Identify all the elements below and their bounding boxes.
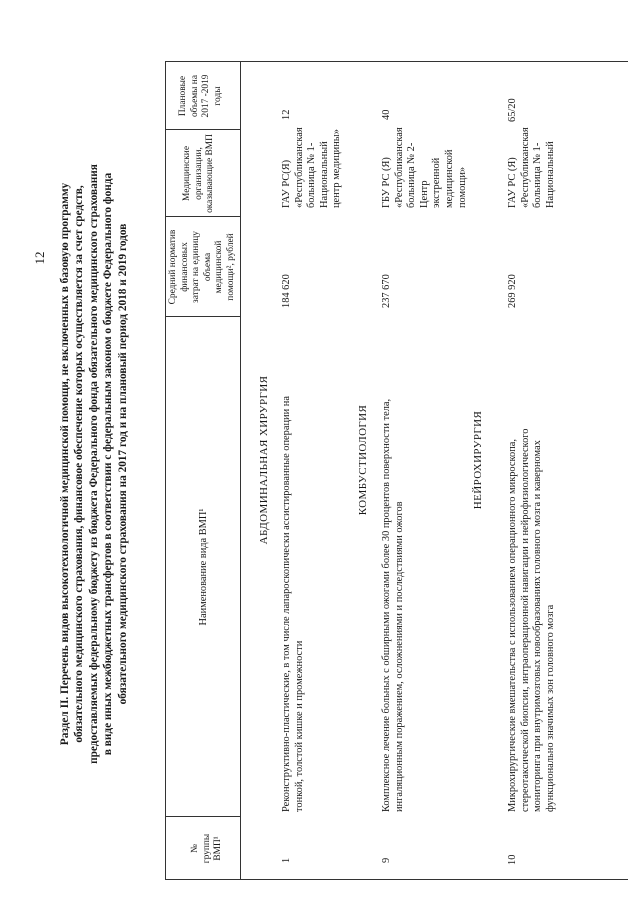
table-border xyxy=(165,62,166,880)
row-cost: 269 920 xyxy=(507,274,518,308)
title-line: предоставляемых федеральному бюджету из бюджета Федерального фонда обязательного медицинского страхования xyxy=(87,164,100,764)
header-vmp-name: Наименование вида ВМП¹ xyxy=(198,508,209,626)
row-organization: ГАУ РС(Я) «Республиканская больница № 1- Национальный центр медицины» xyxy=(281,127,343,208)
table-border xyxy=(165,879,628,880)
title-line: обязательного медицинского страхования, финансовое обеспечение которых осуществляется за счет средств, xyxy=(73,185,86,743)
row-planned-volume: 65/20 xyxy=(507,98,518,122)
table-border xyxy=(165,61,628,62)
table-border xyxy=(240,62,241,880)
section-title xyxy=(58,53,130,875)
row-cost: 184 620 xyxy=(281,274,292,308)
header-cost-standard: Средний норматив финансовых затрат на единицу объема медицинской помощи², рублей xyxy=(168,229,236,305)
section-heading: КОМБУСТИОЛОГИЯ xyxy=(357,404,369,516)
section-heading: НЕЙРОХИРУРГИЯ xyxy=(472,410,484,510)
header-planned-volumes: Плановые объемы на 2017 -2019 годы xyxy=(178,74,223,118)
title-line: в виде иных межбюджетных трансфертов в соответствии с федеральным законом о бюджете Федерального фонда xyxy=(102,172,115,756)
row-group-number: 10 xyxy=(507,854,518,865)
header-group-no: № группы ВМП¹ xyxy=(190,833,223,864)
row-organization: ГАУ РС (Я) «Республиканская больница № 1- Национальный xyxy=(507,127,556,208)
title-line: Раздел II. Перечень видов высокотехнологичной медицинской помощи, не включенных в базовую программу xyxy=(59,182,71,746)
row-cost: 237 670 xyxy=(381,274,392,308)
row-vmp-name: Реконструктивно-пластические, в том числе лапароскопически ассистированные операции на тонкой, толстой кишке и промежности xyxy=(281,396,305,812)
row-group-number: 1 xyxy=(281,857,292,863)
row-planned-volume: 40 xyxy=(381,109,392,120)
section-heading: АБДОМИНАЛЬНАЯ ХИРУРГИЯ xyxy=(258,375,270,545)
title-line: обязательного медицинского страхования на 2017 год и на плановый период 2018 и 2019 годов xyxy=(116,223,129,705)
page-number: 12 xyxy=(32,251,47,265)
row-planned-volume: 12 xyxy=(281,109,292,120)
row-vmp-name: Комплексное лечение больных с обширными ожогами более 30 процентов поверхности тела, ингаляционным поражением, осложнениями и последствиями ожогов xyxy=(381,398,405,812)
header-medical-organizations: Медицинские организации, оказывающие ВМП xyxy=(182,134,215,213)
row-vmp-name: Микрохирургические вмешательства с использованием операционного микроскопа, стереотаксической биопсии, интраоперационной навигации и нейрофизиологического мониторинга при внутримозговых новообразованиях головного мозга и каверномах функционально значимых зон головного мозга xyxy=(507,428,556,812)
row-organization: ГБУ РС (Я) «Республиканская больница № 2- Центр экстренной медицинской помощи» xyxy=(381,127,468,208)
row-group-number: 9 xyxy=(381,857,392,863)
